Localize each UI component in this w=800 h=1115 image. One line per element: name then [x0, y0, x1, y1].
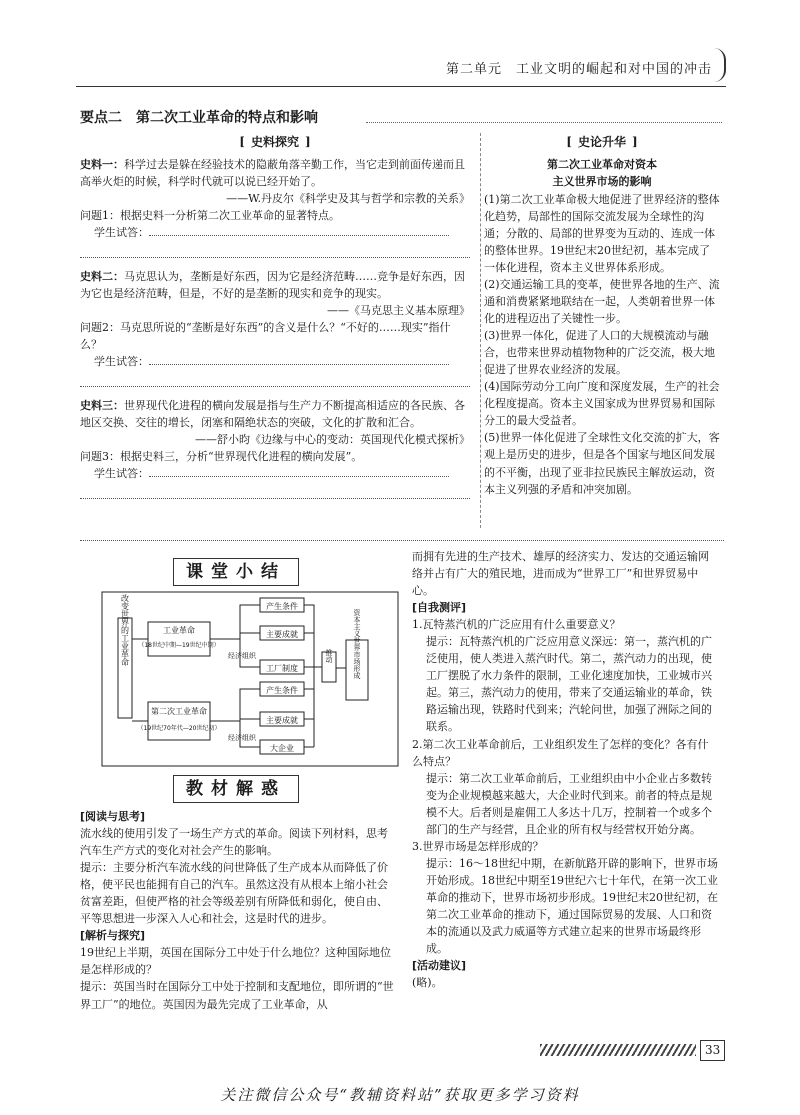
header-bracket-decoration	[714, 48, 726, 82]
theory-point-3: (3)世界一体化，促进了人口的大规模流动与融合，也带来世界动植物物种的广泛交流，极大地促进了世界农业经济的发展。	[484, 329, 715, 377]
theory-sublimation	[484, 133, 720, 498]
source-3-citation: ——舒小昀《边缘与中心的变动：英国现代化模式探析》	[195, 433, 470, 447]
root-text: 改变世界的工业革命	[120, 594, 130, 666]
unit-header: 第二单元 工业文明的崛起和对中国的冲击	[445, 62, 712, 77]
self-test-q3: 3.世界市场是怎样形成的？	[412, 839, 544, 853]
textbook-left-column	[80, 808, 394, 1013]
textbook-explain-heading: 教材解惑	[173, 775, 299, 803]
section-title: 要点二 第二次工业革命的特点和影响	[80, 110, 318, 126]
self-test-a3: 提示：16～18世纪中期，在新航路开辟的影响下，世界市场开始形成。18世纪中期至19世纪六七十年代，在第一次工业革命的推动下，世界市场初步形成。19世纪末20世纪初，在第二次工业革命的推动下，通过国际贸易的发展、人口和资本的流通以及武力威逼等方式建立起来的世界市场最终形成。	[426, 856, 718, 956]
explore-heading: [解析与探究]	[80, 929, 146, 943]
source-3: 史料三：世界现代化进程的横向发展是指与生产力不断提高相适应的各民族、各地区交换、交往的增长，闭塞和隔绝状态的突破，文化的扩散和汇合。	[80, 399, 465, 430]
theory-point-1: (1)第二次工业革命极大地促进了世界经济的整体化趋势，局部性的国际交流发展为全球性的沟通；分散的、局部的世界变为互动的、连成一体的整体世界。19世纪末20世纪初，基本完成了一体化进程，资本主义世界体系形成。	[484, 192, 720, 274]
question-3: 问题3：根据史料三，分析“世界现代化进程的横向发展”。	[80, 450, 363, 464]
explore-answer: 提示：英国当时在国际分工中处于控制和支配地位，即所谓的“世界工厂”的地位。英国因为最先完成了工业革命，从	[80, 980, 394, 1011]
middle-divider	[80, 540, 724, 541]
theory-title-line2: 主义世界市场的影响	[552, 175, 652, 189]
self-test-q1: 1.瓦特蒸汽机的广泛应用有什么重要意义？	[412, 618, 621, 632]
ir2-cond-text: 产生条件	[266, 686, 298, 695]
source-1: 史料一：科学过去是躲在经验技术的隐蔽角落辛勤工作，当它走到前面传递而且高举火炬的时候，科学时代就可以说已经开始了。	[80, 157, 465, 188]
footer-note: 关注微信公众号“教辅资料站”获取更多学习资料	[220, 1086, 580, 1104]
theory-title-line1: 第二次工业革命对资本	[547, 157, 657, 171]
summary-diagram	[100, 590, 400, 768]
self-test-a2: 提示：第二次工业革命前后，工业组织由中小企业占多数转变为企业规模越来越大，大企业时代到来。前者的特点是规模不大。后者则是雇佣工人多达十几万，控制着一个或多个部门的生产与经营，且企业的所有权与经营权开始分离。	[426, 771, 712, 836]
source-exploration-tag: [ 史料探究 ]	[239, 135, 311, 149]
answer-1-extra-line[interactable]	[80, 241, 470, 258]
self-test-a1: 提示：瓦特蒸汽机的广泛应用意义深远：第一，蒸汽机的广泛使用，使人类进入蒸汽时代。第二，蒸汽动力的出现，使工厂摆脱了水力条件的限制，工业化速度加快，工业城市兴起。第三，蒸汽动力的使用，带来了交通运输业的革命，铁路运输出现，铁路时代到来；汽轮问世，加强了洲际之间的联系。	[426, 635, 712, 734]
self-test-heading: [自我测评]	[412, 601, 467, 615]
push-text: 推动	[325, 649, 333, 663]
answer-2-extra-line[interactable]	[80, 370, 470, 387]
explore-answer-continued: 而拥有先进的生产技术、雄厚的经济实力、发达的交通运输网络并占有广大的殖民地，进而成为“世界工厂”和世界贸易中心。	[412, 550, 709, 598]
answer-2-line[interactable]: 学生试答：	[80, 353, 470, 370]
ir1-achieve-text: 主要成就	[266, 630, 298, 639]
source-2: 史料二：马克思认为，垄断是好东西，因为它是经济范畴……竞争是好东西，因为它也是经济范畴，但是，不好的是垄断的现实和竞争的现实。	[80, 269, 465, 300]
explore-question: 19世纪上半期，英国在国际分工中处于什么地位？这种国际地位是怎样形成的？	[80, 946, 391, 977]
class-summary-heading: 课堂小结	[173, 558, 299, 586]
page-number: 33	[700, 1040, 725, 1061]
answer-3-extra-line[interactable]	[80, 482, 470, 499]
theory-point-5: (5)世界一体化促进了全球性文化交流的扩大，客观上是历史的进步，但是各个国家与地区间发展的不平衡，出现了亚非拉民族民主解放运动，资本主义列强的矛盾和冲突加剧。	[484, 431, 720, 496]
activity-text: (略)。	[412, 976, 443, 990]
ir1-cond-text: 产生条件	[266, 602, 298, 611]
textbook-right-column	[412, 548, 718, 991]
ir2-achieve-text: 主要成就	[266, 716, 298, 725]
ir1-text: 工业革命	[163, 626, 195, 635]
source-2-citation: ——《马克思主义基本原理》	[327, 303, 470, 317]
result-text: 资本主义世界市场形成	[353, 609, 361, 679]
page-number-stripe	[540, 1044, 696, 1056]
reading-question: 流水线的使用引发了一场生产方式的革命。阅读下列材料，思考汽车生产方式的变化对社会产生的影响。	[80, 827, 388, 858]
ir2-text: 第二次工业革命	[151, 707, 207, 716]
ir1-period-text: （18世纪中期—19世纪中期）	[138, 642, 220, 649]
ir2-econ-text: 经济组织	[228, 734, 256, 742]
section-title-dots	[366, 122, 722, 123]
question-2: 问题2：马克思所说的“垄断是好东西”的含义是什么？“不好的……现实”指什么？	[80, 320, 451, 352]
header-rule	[76, 86, 726, 87]
ir1-econ-text: 经济组织	[228, 652, 256, 660]
ir2-bigcorp-text: 大企业	[270, 744, 294, 753]
answer-1-line[interactable]: 学生试答：	[80, 224, 470, 241]
reading-heading: [阅读与思考]	[80, 810, 146, 823]
question-1: 问题1：根据史料一分析第二次工业革命的显著特点。	[80, 208, 340, 222]
theory-tag: [ 史论升华 ]	[566, 135, 638, 149]
self-test-q2: 2.第二次工业革命前后，工业组织发生了怎样的变化？各有什么特点？	[412, 737, 709, 768]
theory-point-2: (2)交通运输工具的变革，使世界各地的生产、流通和消费紧紧地联结在一起，人类朝着世界一体化的进程迈出了关键性一步。	[484, 278, 720, 326]
answer-3-line[interactable]: 学生试答：	[80, 465, 470, 482]
source-exploration	[80, 133, 470, 499]
ir2-period-text: （19世纪70年代—20世纪初）	[137, 725, 221, 732]
ir1-factory-text: 工厂制度	[266, 664, 298, 673]
source-1-citation: ——W.丹皮尔《科学史及其与哲学和宗教的关系》	[226, 191, 470, 205]
class-summary	[80, 558, 392, 586]
theory-point-4: (4)国际劳动分工向广度和深度发展，生产的社会化程度提高。资本主义国家成为世界贸易和国际分工的最大受益者。	[484, 380, 720, 428]
reading-answer: 提示：主要分析汽车流水线的问世降低了生产成本从而降低了价格，使平民也能拥有自己的汽车。虽然这没有从根本上缩小社会贫富差距，但使严格的社会等级差别有所降低和弱化，使自由、平等思想进一步深入人心和社会，这是时代的进步。	[80, 861, 388, 926]
activity-heading: [活动建议]	[412, 959, 467, 973]
textbook-explain	[80, 775, 392, 803]
